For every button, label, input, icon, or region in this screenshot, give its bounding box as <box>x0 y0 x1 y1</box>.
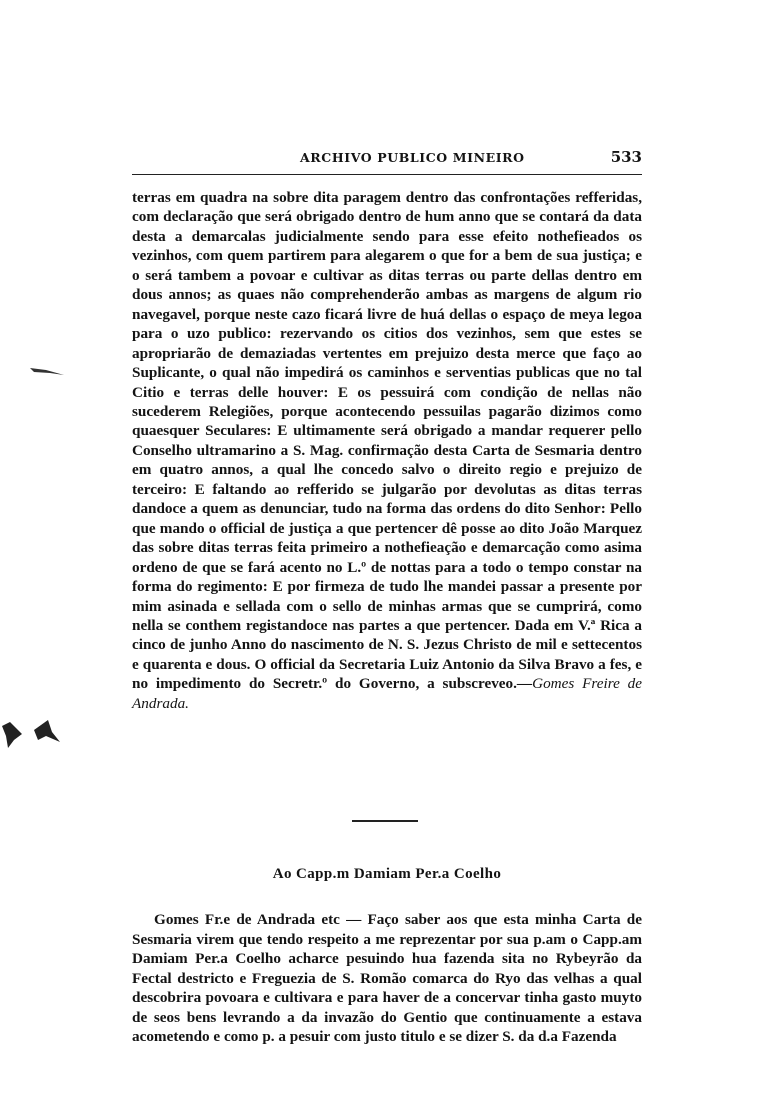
signature: Gomes Freire de Andrada. <box>132 675 642 712</box>
section-paragraph: Gomes Fr.e de Andrada etc — Faço saber aos que esta minha Carta de Sesmaria virem que tendo respeito a me reprezentar por sua p.am o Capp.am Damiam Per.a Coelho acharce pesuindo hua fazenda sita no Rybeyrão da Fectal destricto e Freguezia de S. Romão comarca do Ryo das velhas a qual descobrira povoara e cultivara e para haver de a concervar tinha gasto muyto de seos bens levrando a da invazão do Gentio que continuamente a estava acometendo e como p. a pesuir com justo titulo e se dizer S. da d.a Fazenda <box>132 911 642 1045</box>
margin-mark-upper <box>28 360 68 380</box>
section-divider <box>352 820 418 822</box>
margin-mark-lower <box>0 712 66 752</box>
running-header <box>132 146 642 175</box>
section-heading: Ao Capp.m Damiam Per.a Coelho <box>272 866 502 882</box>
body-paragraph <box>132 188 642 713</box>
page-number: 533 <box>610 148 642 166</box>
body-text: terras em quadra na sobre dita paragem dentro das confrontações refferidas, com declaração que será obrigado dentro de hum anno que se contará da data desta a demarcalas judicialmente sendo para esse efeito nothefieados os vezinhos, com quem partirem para alegarem o que for a bem de sua justiça; e o será tambem a povoar e cultivar as ditas terras ou parte dellas dentro em dous annos; as quaes não comprehenderão ambas as margens de algum rio navegavel, porque neste cazo ficará livre de huá dellas o espaço de meya legoa para o uzo publico: rezervando os citios dos vezinhos, sem que estes se apropriarão de demaziadas vertentes em prejuizo desta merce que faço ao Suplicante, o qual não impedirá os caminhos e serventias publicas que no tal Citio e terras delle houver: E os pessuirá com condição de nellas não sucederem Relegiões, porque acontecendo pessuilas pagarão dizimos como quaesquer Seculares: E ultimamente será obrigado a mandar requerer pello Conselho ultramarino a S. Mag. confirmação desta Carta de Sesmaria dentro em quatro annos, a qual lhe concedo salvo o direito regio e prejuizo de terceiro: E faltando ao refferido se julgarão por devolutas as ditas terras dandoce a quem as denunciar, tudo na forma das ordens do dito Senhor: Pello que mando o official de justiça a que pertencer dê posse ao dito João Marquez das sobre ditas terras feita primeiro a nothefieação e demarcação como asima ordeno de que se fará acento no L.º de nottas para a todo o tempo constar na forma do regimento: E por firmeza de tudo lhe mandei passar a presente por mim asinada e sellada com o sello de minhas armas que se cumprirá, como nella se conthem registandoce nas partes a que pertencer. Dada em V.ª Rica a cinco de junho Anno do nascimento de N. S. Jezus Christo de mil e settecentos e quarenta e dous. O official da Secretaria Luiz Antonio da Silva Bravo a fes, e no impedimento do Secretr.º do Governo, a subscreveo.— <box>132 189 642 693</box>
running-head-title: ARCHIVO PUBLICO MINEIRO <box>300 150 525 165</box>
